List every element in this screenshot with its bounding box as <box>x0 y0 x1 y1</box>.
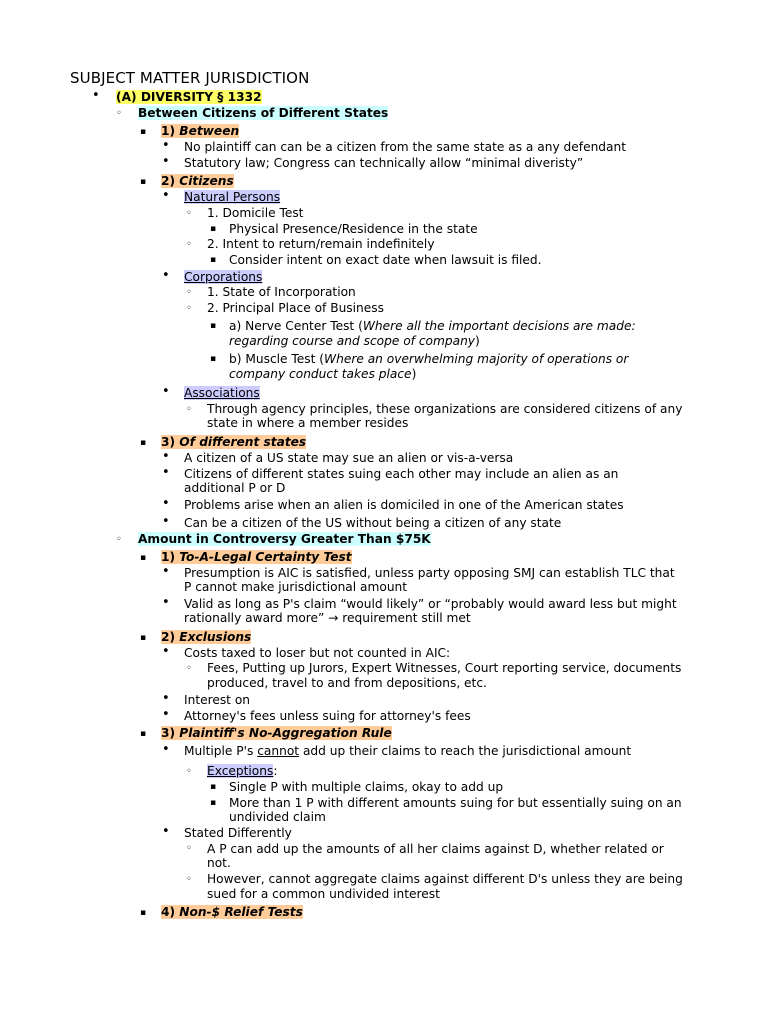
bullet-circle: ◦ <box>116 108 122 119</box>
bullet-disc: • <box>162 496 170 511</box>
subheading-amount <box>138 532 431 546</box>
paren-close: ) <box>475 334 480 348</box>
bullet-square: ▪ <box>210 224 217 234</box>
list-item: However, cannot aggregate claims against different D's unless they are being <box>207 872 683 886</box>
heading-exclusions <box>161 630 251 644</box>
bullet-disc: • <box>162 514 170 529</box>
bullet-square: ▪ <box>210 354 217 364</box>
nerve-center-desc: Where all the important decisions are made: <box>362 319 636 333</box>
natural-persons-heading <box>184 190 280 204</box>
bullet-disc: • <box>162 138 170 153</box>
bullet-disc: • <box>162 564 170 579</box>
list-item: More than 1 P with different amounts suing for but essentially suing on an <box>229 796 682 810</box>
list-item: Stated Differently <box>184 826 292 840</box>
noagg-label: Plaintiff's No-Aggregation Rule <box>179 726 392 740</box>
nonmoney-label: Non-$ Relief Tests <box>179 905 303 919</box>
tlc-num: 1) <box>161 550 180 564</box>
bullet-disc: • <box>162 707 170 722</box>
list-item-cont: produced, travel to and from depositions, etc. <box>207 676 487 690</box>
bullet-square: ▪ <box>210 321 217 331</box>
bullet-circle: ◦ <box>186 239 192 250</box>
associations-heading <box>184 386 260 400</box>
between-citizens-label: Between Citizens of Different States <box>138 106 389 120</box>
list-item: A P can add up the amounts of all her claims against D, whether related or <box>207 842 664 856</box>
excl-label: Exclusions <box>179 630 252 644</box>
list-item: Can be a citizen of the US without being a citizen of any state <box>184 516 562 530</box>
list-item: 1. Domicile Test <box>207 206 304 220</box>
tlc-label: To-A-Legal Certainty Test <box>179 550 352 564</box>
bullet-circle: ◦ <box>186 287 192 298</box>
bullet-square: ▪ <box>140 908 147 918</box>
list-item: 2. Principal Place of Business <box>207 301 384 315</box>
list-item: Presumption is AIC is satisfied, unless party opposing SMJ can establish TLC that <box>184 566 675 580</box>
bullet-circle: ◦ <box>186 874 192 885</box>
bullet-disc: • <box>162 154 170 169</box>
bullet-disc: • <box>162 691 170 706</box>
between-label: Between <box>179 124 240 138</box>
associations-label: Associations <box>184 386 260 400</box>
list-item: Interest on <box>184 693 251 707</box>
bullet-circle: ◦ <box>186 303 192 314</box>
diff-states-num: 3) <box>161 435 180 449</box>
muscle-test-label: b) Muscle Test ( <box>229 352 325 366</box>
list-item-cont: additional P or D <box>184 481 286 495</box>
heading-non-money-relief <box>161 905 303 919</box>
list-item-cont: sued for a common undivided interest <box>207 887 440 901</box>
exceptions-heading <box>207 764 277 778</box>
bullet-disc: • <box>162 449 170 464</box>
list-item: Attorney's fees unless suing for attorney's fees <box>184 709 471 723</box>
bullet-square: ▪ <box>210 798 217 808</box>
bullet-circle: ◦ <box>186 208 192 219</box>
exceptions-label: Exceptions <box>207 764 274 778</box>
bullet-disc: • <box>162 644 170 659</box>
text-run: add up their claims to reach the jurisdictional amount <box>299 744 632 758</box>
bullet-circle: ◦ <box>186 766 192 777</box>
diff-states-label: Of different states <box>179 435 307 449</box>
list-item: Consider intent on exact date when lawsuit is filed. <box>229 253 542 267</box>
list-item: Problems arise when an alien is domiciled in one of the American states <box>184 498 624 512</box>
bullet-circle: ◦ <box>186 404 192 415</box>
corporations-heading <box>184 270 262 284</box>
excl-num: 2) <box>161 630 180 644</box>
bullet-circle: ◦ <box>116 534 122 545</box>
list-item-muscle <box>229 352 628 366</box>
bullet-square: ▪ <box>140 729 147 739</box>
nerve-center-label: a) Nerve Center Test ( <box>229 319 363 333</box>
list-item-cont: undivided claim <box>229 810 326 824</box>
noagg-num: 3) <box>161 726 180 740</box>
citizens-label: Citizens <box>179 174 234 188</box>
list-item: Statutory law; Congress can technically allow “minimal diveristy” <box>184 156 584 170</box>
bullet-disc: • <box>162 824 170 839</box>
list-item-multiple-p <box>184 744 631 758</box>
list-item: A citizen of a US state may sue an alien or vis-a-versa <box>184 451 514 465</box>
between-num: 1) <box>161 124 180 138</box>
natural-persons-label: Natural Persons <box>184 190 281 204</box>
list-item: 1. State of Incorporation <box>207 285 356 299</box>
subheading-between-citizens <box>138 106 388 120</box>
heading-between <box>161 124 239 138</box>
diversity-heading: (A) DIVERSITY § 1332 <box>116 90 262 104</box>
bullet-square: ▪ <box>140 177 147 187</box>
list-item: Valid as long as P's claim “would likely” or “probably would award less but might <box>184 597 677 611</box>
list-item: Fees, Putting up Jurors, Expert Witnesses, Court reporting service, documents <box>207 661 682 675</box>
bullet-circle: ◦ <box>186 663 192 674</box>
citizens-num: 2) <box>161 174 180 188</box>
list-item-cont: rationally award more” → requirement still met <box>184 611 471 625</box>
list-item: Physical Presence/Residence in the state <box>229 222 478 236</box>
bullet-disc: • <box>162 384 170 399</box>
list-item: 2. Intent to return/remain indefinitely <box>207 237 435 251</box>
bullet-square: ▪ <box>210 255 217 265</box>
page-title: SUBJECT MATTER JURISDICTION <box>70 69 310 87</box>
bullet-square: ▪ <box>140 633 147 643</box>
bullet-circle: ◦ <box>186 843 192 854</box>
text-run: Multiple P's <box>184 744 258 758</box>
bullet-disc: • <box>162 188 170 203</box>
section-heading-diversity <box>116 90 262 104</box>
list-item-muscle-cont <box>229 367 416 381</box>
bullet-disc: • <box>162 268 170 283</box>
nonmoney-num: 4) <box>161 905 180 919</box>
list-item-nerve-center <box>229 319 636 333</box>
bullet-square: ▪ <box>140 553 147 563</box>
heading-different-states <box>161 435 306 449</box>
bullet-disc: • <box>162 465 170 480</box>
corporations-label: Corporations <box>184 270 263 284</box>
list-item: Citizens of different states suing each other may include an alien as an <box>184 467 619 481</box>
list-item: Through agency principles, these organizations are considered citizens of any <box>207 402 683 416</box>
bullet-square: ▪ <box>140 127 147 137</box>
bullet-square: ▪ <box>140 438 147 448</box>
list-item: No plaintiff can can be a citizen from the same state as a any defendant <box>184 140 627 154</box>
bullet-disc: • <box>162 595 170 610</box>
nerve-center-desc-cont: regarding course and scope of company <box>229 334 476 348</box>
bullet-square: ▪ <box>210 782 217 792</box>
bullet-disc: • <box>92 88 100 103</box>
colon: : <box>273 764 278 778</box>
heading-tlc <box>161 550 352 564</box>
muscle-test-desc-cont: company conduct takes place <box>229 367 412 381</box>
amount-label: Amount in Controversy Greater Than $75K <box>138 532 431 546</box>
list-item-cont: P cannot make jurisdictional amount <box>184 580 408 594</box>
heading-citizens <box>161 174 234 188</box>
muscle-test-desc: Where an overwhelming majority of operations or <box>324 352 629 366</box>
bullet-disc: • <box>162 742 170 757</box>
list-item: Single P with multiple claims, okay to add up <box>229 780 504 794</box>
list-item-cont: state in where a member resides <box>207 416 409 430</box>
list-item-cont: not. <box>207 856 231 870</box>
list-item-nerve-center-cont <box>229 334 480 348</box>
list-item: Costs taxed to loser but not counted in AIC: <box>184 646 451 660</box>
heading-no-aggregation <box>161 726 392 740</box>
cannot-underlined: cannot <box>257 744 300 758</box>
paren-close: ) <box>411 367 417 381</box>
